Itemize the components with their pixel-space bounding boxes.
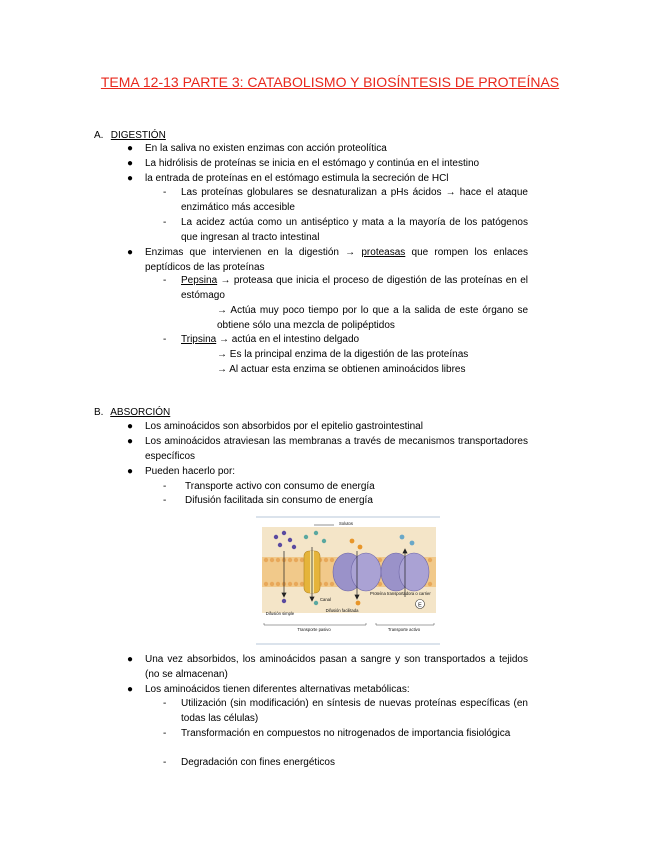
list-item: En la saliva no existen enzimas con acción proteolítica (145, 143, 387, 154)
bullet-icon: ● (127, 143, 134, 154)
proteasas-term: proteasas (361, 247, 406, 258)
section-a-letter: A. (94, 130, 104, 141)
dash-icon: - (163, 728, 167, 739)
difusion-facilitada-label: Difusión facilitada (325, 608, 359, 613)
list-item: Los aminoácidos son absorbidos por el epitelio gastrointestinal (145, 421, 423, 432)
sub-list-item: La acidez actúa como un antiséptico y mata a la mayoría de los patógenos que ingresan al tracto intestinal (181, 217, 528, 243)
detail-line: → Al actuar esta enzima se obtienen aminoácidos libres (217, 364, 466, 375)
list-item: Los aminoácidos tienen diferentes alternativas metabólicas: (145, 684, 410, 695)
carrier-protein (351, 553, 381, 591)
transporte-activo-label: Transporte activo (387, 627, 421, 632)
membrane-transport-diagram (254, 515, 442, 646)
pepsina-term: Pepsina (181, 275, 218, 286)
dash-icon: - (163, 698, 167, 709)
sub-list-item: Difusión facilitada sin consumo de energía (185, 495, 373, 506)
canal-label: Canal (320, 597, 331, 602)
bullet-icon: ● (127, 684, 134, 695)
dash-icon: - (163, 217, 167, 228)
sub-list-item (181, 333, 528, 348)
sub-list-item: Transformación en compuestos no nitrogenados de importancia fisiológica (181, 728, 511, 739)
bullet-icon: ● (127, 173, 134, 184)
sub-list-item: Las proteínas globulares se desnaturalizan a pHs ácidos → hace el ataque enzimático más accesible (181, 187, 528, 213)
section-b-heading (94, 406, 170, 419)
dash-icon: - (163, 275, 167, 286)
bullet-icon: ● (127, 158, 134, 169)
list-item (145, 246, 528, 275)
dash-icon: - (163, 757, 167, 768)
sub-list-item: Utilización (sin modificación) en síntesis de nuevas proteínas específicas (en todas las células) (181, 698, 528, 724)
sub-list-item: Degradación con fines energéticos (181, 757, 335, 768)
section-a-name: DIGESTIÓN (110, 130, 166, 141)
page-title: TEMA 12-13 PARTE 3: CATABOLISMO Y BIOSÍNTESIS DE PROTEÍNAS (100, 74, 560, 90)
carrier-label: Proteína transportadora o carrier (370, 591, 431, 596)
list-item: Los aminoácidos atraviesan las membranas a través de mecanismos transportadores específicos (145, 436, 528, 462)
pepsina-text: → proteasa que inicia el proceso de digestión de las proteínas en el estómago (181, 275, 528, 301)
dash-icon: - (163, 481, 167, 492)
bullet-icon: ● (127, 247, 134, 258)
dash-icon: - (163, 187, 167, 198)
section-a-heading (94, 129, 166, 142)
list-item: la entrada de proteínas en el estómago estimula la secreción de HCl (145, 173, 449, 184)
bullet-icon: ● (127, 466, 134, 477)
list-item: La hidrólisis de proteínas se inicia en el estómago y continúa en el intestino (145, 158, 480, 169)
bullet-icon: ● (127, 654, 134, 665)
energy-label: E (418, 602, 422, 609)
carrier-protein (399, 553, 429, 591)
tripsina-text: → actúa en el intestino delgado (216, 334, 360, 345)
transporte-pasivo-label: Transporte pasivo (297, 627, 331, 632)
sub-list-item: Transporte activo con consumo de energía (185, 481, 375, 492)
tripsina-term: Tripsina (181, 334, 217, 345)
dash-icon: - (163, 495, 167, 506)
section-b-name: ABSORCIÓN (110, 407, 171, 418)
enzymes-text: Enzimas que intervienen en la digestión → (145, 247, 362, 258)
bullet-icon: ● (127, 436, 134, 447)
list-item: Una vez absorbidos, los aminoácidos pasan a sangre y son transportados a tejidos (no se almacenan) (145, 654, 528, 680)
detail-line: → Actúa muy poco tiempo por lo que a la salida de este órgano se obtiene sólo una mezcla de polipéptidos (217, 305, 528, 331)
list-item: Pueden hacerlo por: (145, 466, 236, 477)
dash-icon: - (163, 334, 167, 345)
difusion-simple-label: Difusión simple (265, 611, 295, 616)
enzymes-text-tail: que rompen los enlaces peptídicos de las proteínas (145, 247, 528, 273)
section-b-letter: B. (94, 407, 104, 418)
solutos-label: Solutos (339, 521, 353, 526)
detail-line: → Es la principal enzima de la digestión de las proteínas (217, 349, 469, 360)
sub-list-item (181, 274, 528, 303)
bullet-icon: ● (127, 421, 134, 432)
